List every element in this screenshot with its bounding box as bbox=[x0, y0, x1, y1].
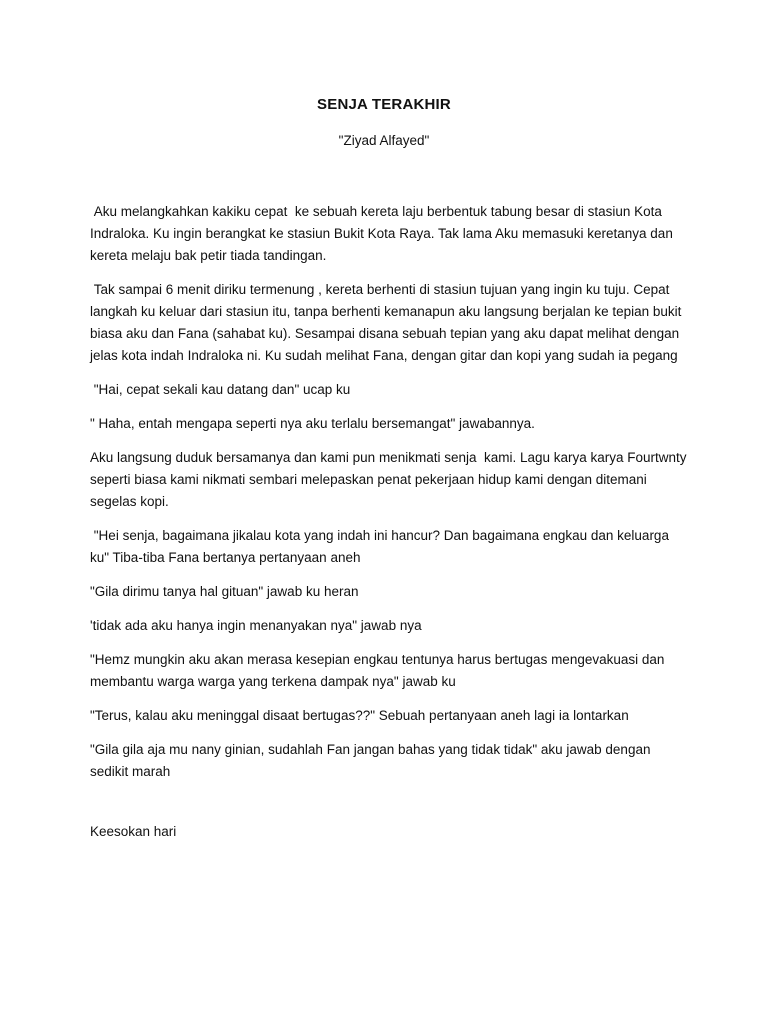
paragraph: Aku langsung duduk bersamanya dan kami pun menikmati senja kami. Lagu karya karya Fourtwnty seperti biasa kami nikmati sembari melepaskan penat pekerjaan hidup kami dengan ditemani segelas kopi. bbox=[90, 450, 691, 509]
document-body bbox=[90, 201, 690, 855]
paragraph: "Gila gila aja mu nany ginian, sudahlah Fan jangan bahas yang tidak tidak" aku jawab dengan sedikit marah bbox=[90, 742, 655, 779]
document-author: "Ziyad Alfayed" bbox=[338, 133, 430, 148]
paragraph: " Haha, entah mengapa seperti nya aku terlalu bersemangat" jawabannya. bbox=[90, 416, 535, 431]
paragraph: 'tidak ada aku hanya ingin menanyakan nya" jawab nya bbox=[90, 618, 422, 633]
paragraph: Aku melangkahkan kakiku cepat ke sebuah kereta laju berbentuk tabung besar di stasiun Kota Indraloka. Ku ingin berangkat ke stasiun Bukit Kota Raya. Tak lama Aku memasuki keretanya dan kereta melaju bak petir tiada tandingan. bbox=[90, 204, 677, 263]
document-title: SENJA TERAKHIR bbox=[317, 96, 451, 113]
paragraph: "Terus, kalau aku meninggal disaat bertugas??" Sebuah pertanyaan aneh lagi ia lontarkan bbox=[90, 708, 629, 723]
paragraph: "Gila dirimu tanya hal gituan" jawab ku heran bbox=[90, 584, 359, 599]
paragraph: "Hei senja, bagaimana jikalau kota yang indah ini hancur? Dan bagaimana engkau dan keluarga ku" Tiba-tiba Fana bertanya pertanyaan aneh bbox=[90, 528, 673, 565]
paragraph: "Hemz mungkin aku akan merasa kesepian engkau tentunya harus bertugas mengevakuasi dan membantu warga warga yang terkena dampak nya" jawab ku bbox=[90, 652, 669, 689]
paragraph: Keesokan hari bbox=[90, 824, 177, 839]
paragraph: "Hai, cepat sekali kau datang dan" ucap ku bbox=[90, 382, 351, 397]
paragraph: Tak sampai 6 menit diriku termenung , kereta berhenti di stasiun tujuan yang ingin ku tuju. Cepat langkah ku keluar dari stasiun itu, tanpa berhenti kemanapun aku langsung berjalan ke tepian bukit biasa aku dan Fana (sahabat ku). Sesampai disana sebuah tepian yang aku dapat melihat dengan jelas kota indah Indraloka ni. Ku sudah melihat Fana, dengan gitar dan kopi yang sudah ia pegang bbox=[90, 282, 686, 363]
